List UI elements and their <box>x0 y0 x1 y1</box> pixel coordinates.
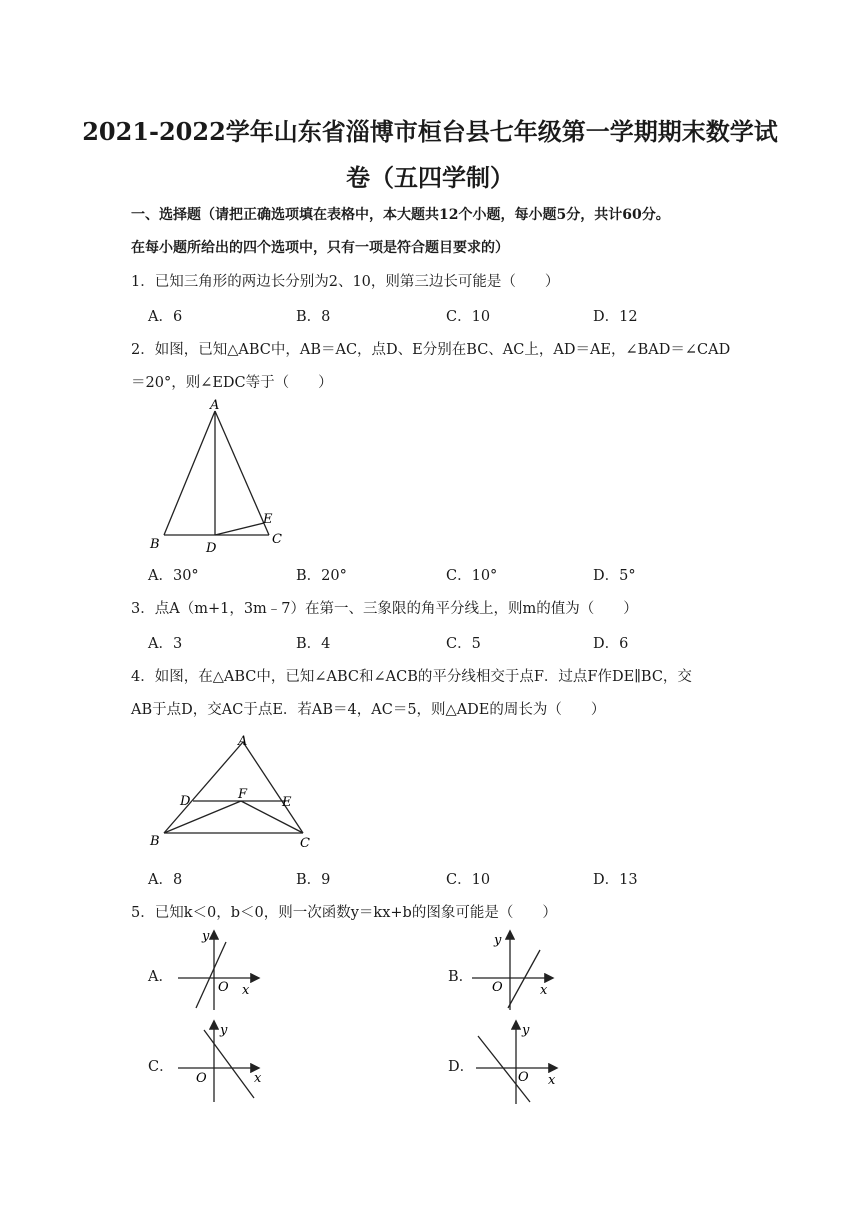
q5-option-c-graph <box>174 1018 269 1103</box>
question-4-stem-line2: AB于点D，交AC于点E．若AB＝4，AC＝5，则△ADE的周长为（ ） <box>131 702 606 718</box>
q4-label-e: E <box>282 795 292 810</box>
q4-option-b: B．9 <box>296 872 331 888</box>
q1-option-c: C．10 <box>446 309 491 325</box>
section-heading-line1: 一、选择题（请把正确选项填在表格中，本大题共12个小题，每小题5分，共计60分。 <box>131 207 670 223</box>
q4-label-c: C <box>300 836 310 851</box>
q3-option-a: A．3 <box>148 636 183 652</box>
page-title-line2: 卷（五四学制） <box>346 163 514 192</box>
q2-label-c: C <box>272 532 282 547</box>
q1-option-a: A．6 <box>148 309 183 325</box>
q5-option-d-graph <box>472 1018 567 1106</box>
q2-option-d: D．5° <box>593 568 636 584</box>
q4-label-d: D <box>180 794 191 809</box>
question-2-stem-line2: ＝20°，则∠EDC等于（ ） <box>131 375 333 391</box>
q5-option-d-label: D． <box>448 1059 475 1075</box>
section-heading-line2: 在每小题所给出的四个选项中，只有一项是符合题目要求的） <box>131 240 509 256</box>
q5a-origin-label: O <box>218 980 229 995</box>
q2-label-b: B <box>150 537 160 552</box>
question-4-stem-line1: 4．如图，在△ABC中，已知∠ABC和∠ACB的平分线相交于点F．过点F作DE∥BC，交 <box>131 669 692 685</box>
q2-option-c: C．10° <box>446 568 498 584</box>
q5b-origin-label: O <box>492 980 503 995</box>
q4-label-b: B <box>150 834 160 849</box>
q3-option-c: C．5 <box>446 636 481 652</box>
q5c-y-label: y <box>220 1023 228 1038</box>
q2-label-a: A <box>210 398 220 413</box>
q4-triangle-figure <box>140 728 325 853</box>
q5b-x-label: x <box>540 983 548 998</box>
q5-option-c-label: C． <box>148 1059 174 1075</box>
question-1-stem: 1．已知三角形的两边长分别为2、10，则第三边长可能是（ ） <box>131 274 560 290</box>
q3-option-b: B．4 <box>296 636 331 652</box>
q5d-x-label: x <box>548 1073 556 1088</box>
q5-option-b-graph <box>468 928 558 1010</box>
question-5-stem: 5．已知k＜0，b＜0，则一次函数y＝kx+b的图象可能是（ ） <box>131 905 557 921</box>
q5c-origin-label: O <box>196 1071 207 1086</box>
q2-triangle-figure <box>140 395 300 560</box>
question-3-stem: 3．点A（m+1，3m﹣7）在第一、三象限的角平分线上，则m的值为（ ） <box>131 601 638 617</box>
question-2-stem-line1: 2．如图，已知△ABC中，AB＝AC，点D、E分别在BC、AC上，AD＝AE，∠BAD＝∠CAD <box>131 342 731 358</box>
q2-option-a: A．30° <box>148 568 199 584</box>
q2-label-d: D <box>206 541 217 556</box>
q1-option-b: B．8 <box>296 309 331 325</box>
q5b-y-label: y <box>494 933 502 948</box>
q5-option-b-label: B． <box>448 969 474 985</box>
q4-option-a: A．8 <box>148 872 183 888</box>
q5a-x-label: x <box>242 983 250 998</box>
q5d-y-label: y <box>522 1023 530 1038</box>
q3-option-d: D．6 <box>593 636 629 652</box>
q4-label-f: F <box>238 787 248 802</box>
q2-label-e: E <box>263 512 273 527</box>
q4-option-c: C．10 <box>446 872 491 888</box>
q5c-x-label: x <box>254 1071 262 1086</box>
q5d-origin-label: O <box>518 1070 529 1085</box>
q5-option-a-graph <box>174 928 264 1010</box>
q2-option-b: B．20° <box>296 568 347 584</box>
q1-option-d: D．12 <box>593 309 638 325</box>
page-title-line1: 2021-2022学年山东省淄博市桓台县七年级第一学期期末数学试 <box>82 117 778 146</box>
q5a-y-label: y <box>202 929 210 944</box>
q5-option-a-label: A． <box>148 969 173 985</box>
q4-label-a: A <box>238 734 248 749</box>
q4-option-d: D．13 <box>593 872 638 888</box>
